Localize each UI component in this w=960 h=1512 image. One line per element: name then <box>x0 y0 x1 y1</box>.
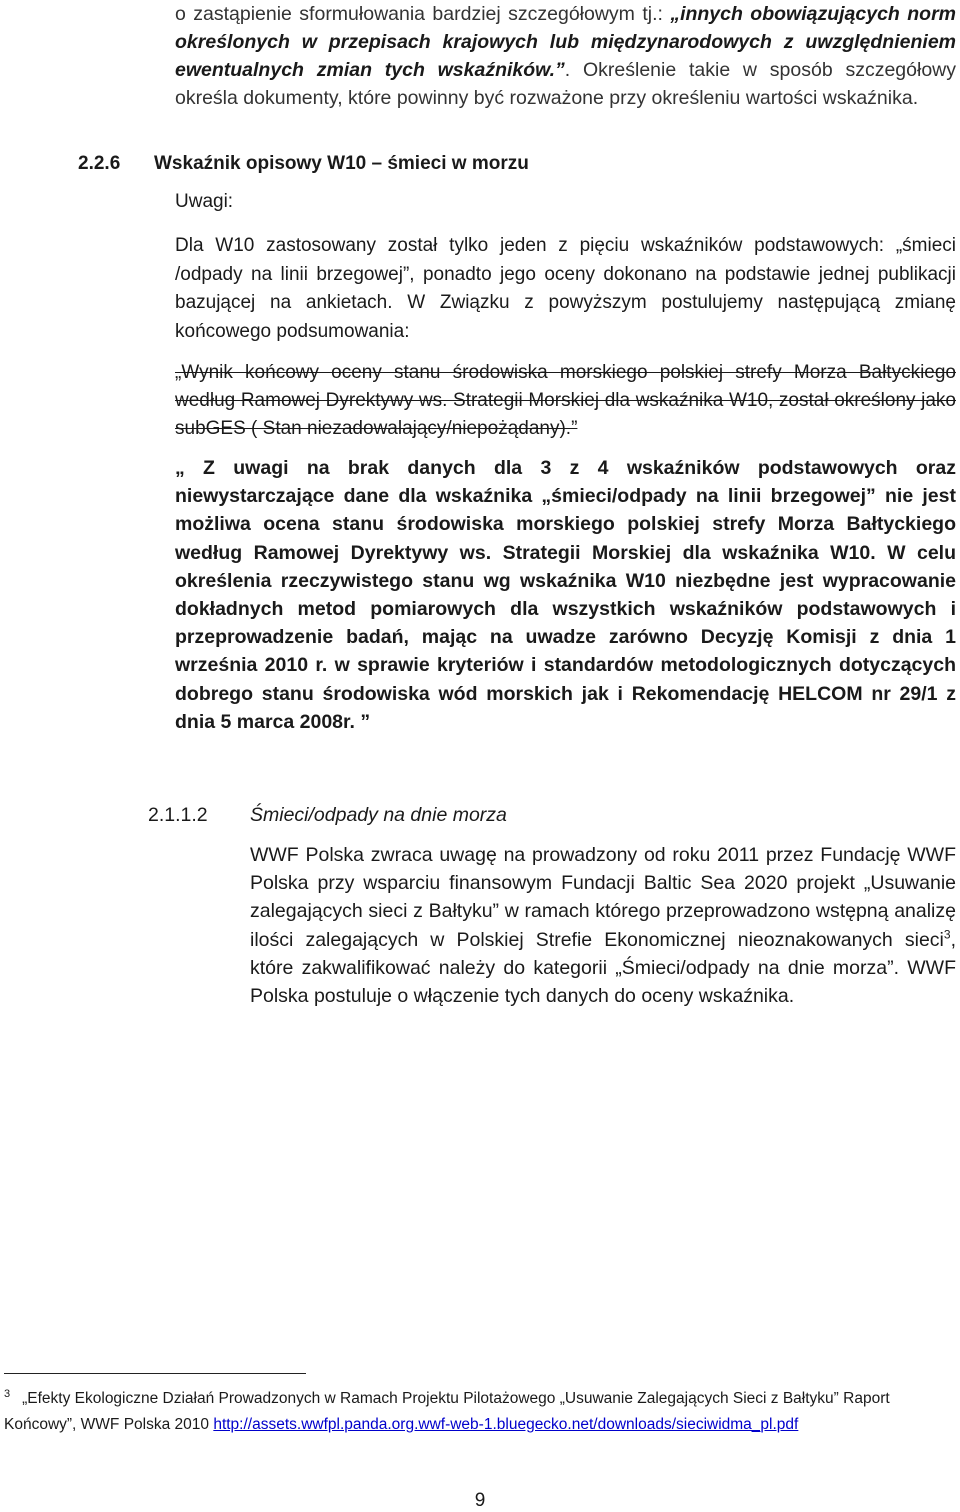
remarks-label: Uwagi: <box>175 191 234 212</box>
section-number: 2.1.1.2 <box>148 804 208 826</box>
paragraph-norms-rest: . Określenie takie w sposób szczegółowy określa dokumenty, które powinny być rozważone przy określeniu wartości wskaźnika. <box>175 59 956 109</box>
paragraph-struck-summary: „Wynik końcowy oceny stanu środowiska morskiego polskiej strefy Morza Bałtyckiego według Ramowej Dyrektywy ws. Strategii Morskiej dla wskaźnika W10, został określony jako subGES ( Stan niezadowalający/niepożądany).” <box>175 362 956 439</box>
section-number: 2.2.6 <box>78 153 121 174</box>
paragraph-norms-quote: „innych obowiązujących norm określonych w przepisach krajowych lub międzynarodowych z uwzględnieniem ewentualnych zmian tych wskaźników.” <box>175 3 956 81</box>
footnote <box>4 1386 944 1438</box>
page-number: 9 <box>474 1490 486 1511</box>
footnote-separator <box>4 1373 306 1374</box>
paragraph-wwf-text: WWF Polska zwraca uwagę na prowadzony od roku 2011 przez Fundację WWF Polska przy wsparciu finansowym Fundacji Baltic Sea 2020 projekt „Usuwanie zalegających sieci z Bałtyku” w ramach którego przeprowadzono wstępną analizę ilości zalegających w Polskiej Strefie Ekonomicznej nieoznakowanych sieci <box>250 844 956 951</box>
footnote-reference[interactable]: 3 <box>943 927 951 942</box>
paragraph-proposed-summary: „ Z uwagi na brak danych dla 3 z 4 wskaźników podstawowych oraz niewystarczające dane dla wskaźnika „śmieci/odpady na linii brzegowej” nie jest możliwa ocena stanu środowiska morskiego polskiej strefy Morza Bałtyckiego według Ramowej Dyrektywy ws. Strategii Morskiej dla wskaźnika W10. W celu określenia rzeczywistego stanu wg wskaźnika W10 niezbędne jest wypracowanie dokładnych metod pomiarowych dla wszystkich wskaźników podstawowych i przeprowadzenie badań, mając na uwadze zarówno Decyzję Komisji z dnia 1 września 2010 r. w sprawie kryteriów i standardów metodologicznych dotyczących dobrego stanu środowiska wód morskich jak i Rekomendację HELCOM nr 29/1 z dnia 5 marca 2008r. ” <box>175 457 956 733</box>
section-heading-2-1-1-2 <box>148 801 948 829</box>
paragraph-norms-wording <box>175 0 956 112</box>
footnote-marker: 3 <box>4 1387 11 1400</box>
section-title: Wskaźnik opisowy W10 – śmieci w morzu <box>154 153 529 174</box>
paragraph-norms-plain: o zastąpienie sformułowania bardziej szczegółowym tj.: <box>175 3 671 25</box>
section-title: Śmieci/odpady na dnie morza <box>250 804 507 826</box>
section-heading-2-2-6 <box>78 150 938 178</box>
paragraph-wwf-text-rest: , które zakwalifikować należy do kategorii „Śmieci/odpady na dnie morza”. WWF Polska postuluje o włączenie tych danych do oceny wskaźnika. <box>250 928 956 1008</box>
paragraph-wwf-nets <box>250 841 956 1010</box>
paragraph-w10-remarks: Dla W10 zastosowany został tylko jeden z pięciu wskaźników podstawowych: „śmieci /odpady na linii brzegowej”, ponadto jego oceny dokonano na podstawie jednej publikacji bazującej na ankietach. W Związku z powyższym postulujemy następującą zmianę końcowego podsumowania: <box>175 235 956 342</box>
footnote-text: „Efekty Ekologiczne Działań Prowadzonych w Ramach Projektu Pilotażowego „Usuwanie Zalegających Sieci z Bałtyku” Raport Końcowy”, WWF Polska 2010 <box>4 1390 890 1433</box>
footnote-link[interactable]: http://assets.wwfpl.panda.org.wwf-web-1.bluegecko.net/downloads/sieciwidma_pl.pdf <box>213 1416 799 1433</box>
